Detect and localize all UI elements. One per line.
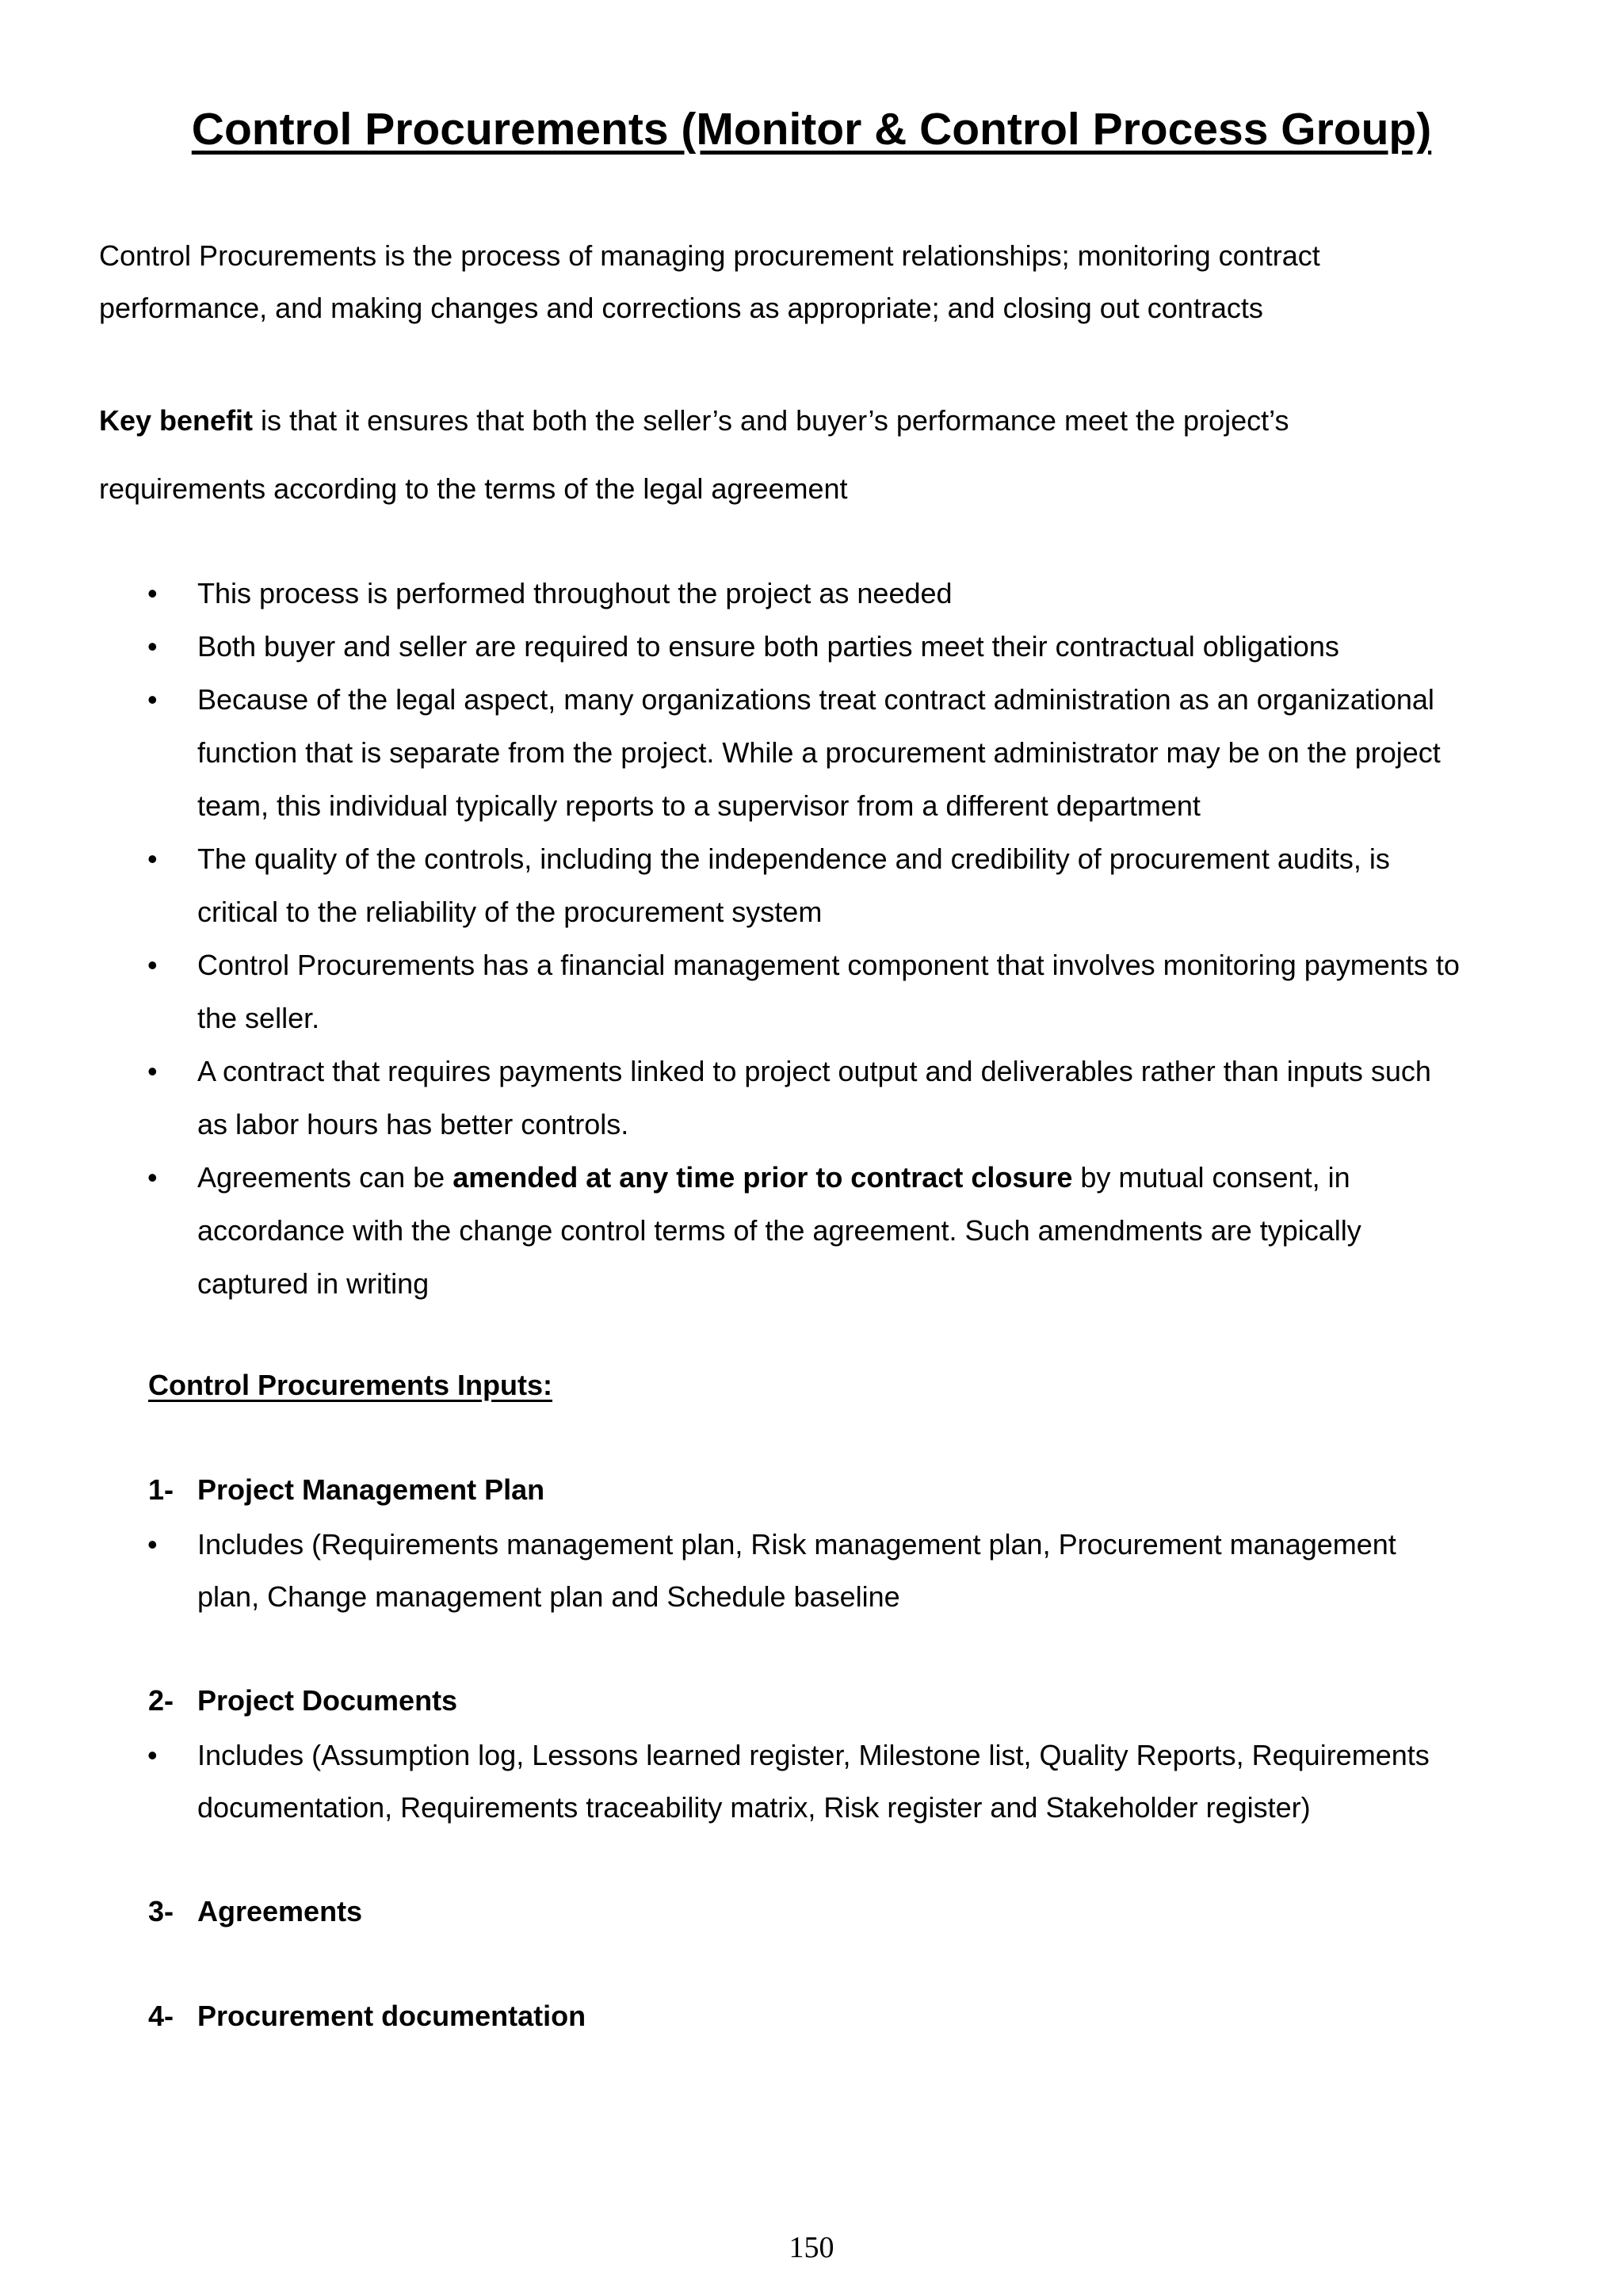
- bullet-icon: •: [147, 842, 158, 875]
- bullet-text: A contract that requires payments linked to project output and deliverables rather than inputs such: [197, 1055, 1431, 1087]
- bullet-icon: •: [147, 1161, 158, 1194]
- bullet-list: [0, 567, 1553, 1310]
- inputs-heading: Control Procurements Inputs:: [148, 1369, 553, 1401]
- intro-line-1: Control Procurements is the process of managing procurement relationships; monitoring contract: [99, 239, 1320, 272]
- input-item-heading: [148, 1885, 362, 1938]
- bullet-item: [0, 1519, 1553, 1623]
- bullet-text: This process is performed throughout the project as needed: [197, 577, 953, 609]
- input-item-title: Project Management Plan: [197, 1473, 545, 1506]
- input-item-number: 4-: [148, 2000, 174, 2032]
- input-item-title: Project Documents: [197, 1684, 458, 1717]
- bullet-text: function that is separate from the project. While a procurement administrator may be on the project: [197, 736, 1441, 769]
- bullet-text: plan, Change management plan and Schedule baseline: [197, 1580, 900, 1613]
- key-benefit-text-1: is that it ensures that both the seller’s and buyer’s performance meet the project’s: [253, 404, 1289, 437]
- input-item-title: Procurement documentation: [197, 2000, 586, 2032]
- bullet-icon: •: [147, 1739, 158, 1771]
- amend-text-pre: Agreements can be: [197, 1161, 453, 1194]
- input-item-heading: [148, 1464, 544, 1516]
- input-item-number: 3-: [148, 1895, 174, 1927]
- bullet-text: Because of the legal aspect, many organizations treat contract administration as an organizational: [197, 683, 1434, 716]
- bullet-text: the seller.: [197, 1002, 320, 1034]
- bullet-item: [0, 620, 1553, 673]
- key-benefit-label: Key benefit: [99, 404, 254, 437]
- bullet-text: Includes (Requirements management plan, Risk management plan, Procurement management: [197, 1528, 1396, 1561]
- bullet-icon: •: [147, 1528, 158, 1561]
- page-number: 150: [789, 2231, 834, 2264]
- input-item-number: 1-: [148, 1473, 174, 1506]
- bullet-icon: •: [147, 630, 158, 663]
- amend-text-bold: amended at any time prior to contract closure: [453, 1161, 1073, 1194]
- bullet-icon: •: [147, 683, 158, 716]
- bullet-text: critical to the reliability of the procurement system: [197, 896, 823, 928]
- bullet-item: [0, 567, 1553, 620]
- key-benefit-line-1: [99, 395, 1549, 447]
- bullet-item: [0, 1729, 1553, 1834]
- bullet-item: [0, 1151, 1553, 1310]
- page-title: Control Procurements (Monitor & Control Process Group): [191, 104, 1432, 155]
- amend-text-line-2: accordance with the change control terms of the agreement. Such amendments are typically: [197, 1214, 1361, 1247]
- intro-paragraph: [99, 230, 1549, 334]
- input-item-detail-list: [0, 1729, 1553, 1834]
- input-item-heading: [148, 1675, 457, 1727]
- bullet-icon: •: [147, 949, 158, 981]
- bullet-text: documentation, Requirements traceability matrix, Risk register and Stakeholder register): [197, 1791, 1311, 1824]
- bullet-icon: •: [147, 1055, 158, 1087]
- bullet-text: Includes (Assumption log, Lessons learned register, Milestone list, Quality Reports, Requirements: [197, 1739, 1430, 1771]
- bullet-text: The quality of the controls, including the independence and credibility of procurement audits, is: [197, 842, 1390, 875]
- bullet-item: [0, 832, 1553, 938]
- input-item-detail-list: [0, 1519, 1553, 1623]
- intro-line-2: performance, and making changes and corrections as appropriate; and closing out contracts: [99, 292, 1263, 324]
- bullet-text: as labor hours has better controls.: [197, 1108, 629, 1140]
- bullet-text: Both buyer and seller are required to ensure both parties meet their contractual obligations: [197, 630, 1339, 663]
- input-item-title: Agreements: [197, 1895, 363, 1927]
- bullet-item: [0, 1045, 1553, 1151]
- bullet-text: team, this individual typically reports to a supervisor from a different department: [197, 789, 1201, 822]
- bullet-item: [0, 673, 1553, 832]
- bullet-text: Control Procurements has a financial management component that involves monitoring payments to: [197, 949, 1460, 981]
- key-benefit-line-2: requirements according to the terms of the legal agreement: [99, 472, 848, 505]
- bullet-icon: •: [147, 577, 158, 609]
- amend-text-post: by mutual consent, in: [1072, 1161, 1350, 1194]
- input-item-number: 2-: [148, 1684, 174, 1717]
- input-item-heading: [148, 1990, 586, 2042]
- amend-text-line-3: captured in writing: [197, 1267, 430, 1300]
- bullet-item: [0, 938, 1553, 1045]
